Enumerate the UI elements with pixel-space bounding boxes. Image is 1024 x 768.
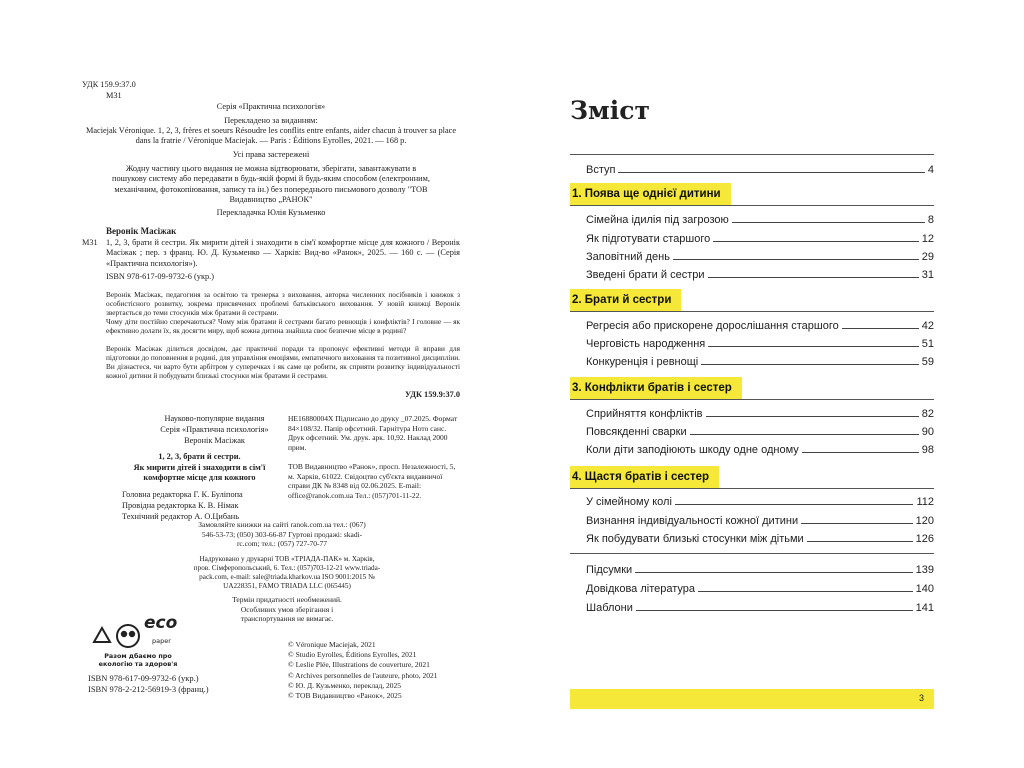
toc-page-number: 42 — [921, 320, 934, 332]
toc-entry[interactable] — [586, 352, 934, 368]
divider — [570, 553, 934, 554]
toc-page — [560, 68, 942, 718]
copyright-line: © Ю. Д. Кузьменко, переклад, 2025 — [288, 680, 402, 690]
toc-entry-intro[interactable] — [586, 160, 934, 176]
toc-page-number: 31 — [921, 269, 934, 281]
toc-entry-title: Сімейна ідилія під загрозою — [586, 214, 729, 226]
toc-entry-title: Як підготувати старшого — [586, 233, 711, 245]
divider — [570, 399, 934, 400]
copyright-line: © Studio Eyrolles, Éditions Eyrolles, 2021 — [288, 650, 417, 660]
toc-entry[interactable] — [586, 560, 934, 576]
page-number: 3 — [918, 693, 924, 703]
toc-entry-title: Коли діти заподіюють шкоду одне одному — [586, 444, 799, 456]
toc-entry-title: Конкуренція і ревнощі — [586, 356, 699, 368]
toc-entry-title: Регресія або прискорене дорослішання старшого — [586, 320, 839, 332]
toc-section-2[interactable]: 2. Брати й сестри — [570, 289, 681, 311]
footer-bar — [570, 689, 934, 709]
toc-section-3[interactable]: 3. Конфлікти братів і сестер — [570, 377, 742, 399]
copyright-list — [288, 640, 460, 701]
toc-page-number: 29 — [921, 251, 934, 263]
toc-entry-title: Шаблони — [586, 602, 633, 614]
toc-entry-title: Довідкова література — [586, 583, 696, 595]
toc-entry-title: Черговість народження — [586, 338, 706, 350]
toc-page-number: 98 — [921, 444, 934, 456]
copyright-line: © Archives personnelles de l'auteure, photo, 2021 — [288, 670, 438, 680]
divider — [570, 311, 934, 312]
annotation-2: Чому діти постійно сперечаються? Чому між братами й сестрами багато ревнощів і конфліктів? І головне — як ефективно долати їх, як досягти миру, щоб кожна дитина знайшла своє безпечне місце в родині? — [106, 317, 460, 335]
eco-label: eco — [144, 613, 178, 633]
toc-entry[interactable] — [586, 334, 934, 350]
leader-dots — [842, 328, 919, 329]
toc-entry[interactable] — [586, 404, 934, 420]
series-line: Серія «Практична психологія» — [216, 102, 326, 111]
toc-entry[interactable] — [586, 511, 934, 527]
translator: Перекладачка Юлія Кузьменко — [216, 208, 326, 217]
leader-dots — [698, 591, 913, 592]
isbn-line: ISBN 978-617-09-9732-6 (укр.) — [106, 272, 214, 281]
rights-text: Жодну частину цього видання не можна відтворювати, зберігати, завантажувати в пошукову систему або передавати в будь-якій формі й будь-яким способом (електронним, механічним, фотокопіювання, запису та ін.) без попереднього письмового дозволу "ТОВ Видавництво „РАНОК" — [112, 164, 430, 205]
toc-entry-title: Зведені брати й сестри — [586, 269, 705, 281]
toc-page-number: 51 — [921, 338, 934, 350]
bibliographic-entry: 1, 2, 3, брати й сестри. Як мирити дітей і знаходити в сім'ї комфортне місце для кожного / Веронік Масіжак ; пер. з франц. Ю. Д. Кузьменко — Харків: Вид-во «Ранок», 2025. — 160 с. — (Серія «Практична психологія»). — [106, 238, 460, 268]
leader-dots — [807, 541, 913, 542]
author-name-2: Веронік Масіжак — [184, 436, 245, 445]
toc-page-number: 82 — [921, 408, 934, 420]
eco-sub: paper — [152, 637, 171, 645]
divider — [570, 488, 934, 489]
copyright-line: © ТОВ Видавництво «Ранок», 2025 — [288, 691, 402, 701]
toc-entry[interactable] — [586, 229, 934, 245]
popular-edition: Науково-популярне видання — [164, 414, 265, 423]
toc-entry[interactable] — [586, 422, 934, 438]
leader-dots — [708, 277, 919, 278]
divider — [570, 154, 934, 155]
toc-entry-title: Заповітний день — [586, 251, 670, 263]
annotation-3: Веронік Масіжак ділиться досвідом, дає практичні поради та пропонує ефективні методи й вправи для підготовки до поповнення в родині, для управління емоціями, емпатичного виховання та позитивної дисципліни. Ви дізнаєтеся, чи варто бути арбітром у суперечках і як саме це робити, як сприяти розвитку індивідуальності кожної дитини й побудувати близькі стосунки між братами й сестрами. — [106, 344, 460, 380]
leader-dots — [618, 172, 924, 173]
printer-info: Надруковано у друкарні ТОВ «ТРІАДА-ПАК» м. Харків, пров. Сімферопольський, 6. Тел.: (057)703-12-21 www.triada-pack.com, e-mail: sale@triada.kharkov.ua ISO 9001:2015 № UA228351, FAMO TRIADA LLC (065445) — [193, 555, 381, 590]
leader-dots — [708, 346, 918, 347]
toc-page-number: 59 — [921, 356, 934, 368]
toc-entry-title: Сприйняття конфліктів — [586, 408, 703, 420]
udk-bottom: УДК 159.9:37.0 — [405, 390, 460, 399]
toc-entry-title: Визнання індивідуальності кожної дитини — [586, 515, 799, 527]
toc-entry-title: Підсумки — [586, 564, 633, 576]
author-name: Веронік Масіжак — [106, 226, 177, 236]
leader-dots — [706, 416, 919, 417]
toc-page-number: 4 — [927, 164, 934, 176]
isbn-ukr: ISBN 978-617-09-9732-6 (укр.) — [88, 673, 199, 683]
toc-page-number: 112 — [916, 496, 934, 508]
toc-page-number: 139 — [915, 564, 934, 576]
leader-dots — [801, 523, 913, 524]
toc-entry-title: Повсякденні сварки — [586, 426, 687, 438]
leader-dots — [636, 610, 913, 611]
tech-editor: Технічний редактор А. О.Цибань — [122, 512, 239, 521]
isbn-fr: ISBN 978-2-212-56919-3 (франц.) — [88, 684, 209, 694]
imprint-page — [82, 68, 460, 718]
toc-entry-title: Вступ — [586, 164, 616, 176]
eco-logo-group — [88, 613, 188, 668]
leader-dots — [732, 222, 925, 223]
annotation-1: Веронік Масіжак, педагогиня за освітою та тренерка з виховання, авторка численних посібників і книжок з особистісного розвитку, зокрема присвячених проблемі батьківського виховання. У новій книжці Веронік звертається до теми стосунків між братами й сестрами. — [106, 290, 460, 317]
toc-page-number: 140 — [915, 583, 934, 595]
copyright-line: © Leslie Plée, Illustrations de couverture, 2021 — [288, 660, 430, 670]
original-reference: Maciejak Véronique. 1, 2, 3, frères et soeurs Résoudre les conflits entre enfants, aider chacun à trouver sa place dans la fratrie / Véronique Maciejak. — Paris : Éditions Eyrolles, 2021. — 168 p. — [85, 126, 457, 146]
publisher-info: ТОВ Видавництво «Ранок», просп. Незалежності, 5, м. Харків, 61022. Свідоцтво суб'єкта видавничої справи ДК № 8348 від 02.06.2025. E-mail: office@ranok.com.ua Тел.: (057)701-11-22. — [288, 462, 456, 500]
lead-editor: Провідна редакторка К. В. Німак — [122, 501, 239, 510]
series-line-2: Серія «Практична психологія» — [160, 425, 269, 434]
toc-entry[interactable] — [586, 440, 934, 456]
shelf-life: Термін придатності необмежений. Особливих умов зберігання і транспортування не вимагає. — [232, 595, 342, 623]
leader-dots — [701, 364, 919, 365]
divider — [570, 205, 934, 206]
leader-dots — [675, 504, 914, 505]
bbk-code: М31 — [106, 91, 122, 100]
toc-entry[interactable] — [586, 492, 934, 508]
toc-entry[interactable] — [586, 265, 934, 281]
order-info: Замовляйте книжки на сайті ranok.com.ua тел.: (067) 546-53-73; (050) 303-66-87 Гуртові продажі: skadi-rc.com; тел.: (057) 727-70-77 — [198, 520, 366, 548]
eco-caption: Разом дбаємо про екологію та здоров'я — [98, 652, 178, 668]
toc-page-number: 8 — [927, 214, 934, 226]
leader-dots — [802, 452, 919, 453]
toc-entry-title: У сімейному колі — [586, 496, 672, 508]
toc-entry[interactable] — [586, 598, 934, 614]
leader-dots — [673, 259, 919, 260]
index-code: М31 — [82, 238, 98, 247]
book-subtitle: Як мирити дітей і знаходити в сім'ї комфортне місце для кожного — [133, 463, 266, 483]
toc-page-number: 141 — [915, 602, 934, 614]
udk-code: УДК 159.9:37.0 — [82, 80, 136, 89]
print-info: НЕ16880004Х Підписано до друку _07.2025. Формат 84×108/32. Папір офсетний. Гарнітура Ното санс. Друк офсетний. Ум. друк. арк. 10,92. Наклад 2000 прим. — [288, 414, 458, 452]
leader-dots — [635, 572, 912, 573]
leader-dots — [713, 241, 918, 242]
toc-entry[interactable] — [586, 316, 934, 332]
toc-page-number: 90 — [921, 426, 934, 438]
leader-dots — [690, 434, 919, 435]
translated-from: Перекладено за виданням: — [224, 116, 318, 125]
toc-entry[interactable] — [586, 579, 934, 595]
toc-entry-title: Як побудувати близькі стосунки між дітьми — [586, 533, 804, 545]
rights-heading: Усі права застережені — [232, 150, 310, 159]
toc-section-1[interactable]: 1. Поява ще однієї дитини — [570, 183, 731, 205]
toc-entry[interactable] — [586, 247, 934, 263]
toc-page-number: 120 — [915, 515, 934, 527]
toc-entry[interactable] — [586, 210, 934, 226]
toc-entry[interactable] — [586, 529, 934, 545]
toc-page-number: 126 — [915, 533, 934, 545]
book-title: 1, 2, 3, брати й сестри. — [158, 452, 241, 461]
toc-title: Зміст — [570, 96, 650, 125]
copyright-line: © Véronique Maciejak, 2021 — [288, 640, 376, 649]
toc-page-number: 12 — [921, 233, 934, 245]
chief-editor: Головна редакторка Г. К. Буліпопа — [122, 490, 243, 499]
toc-section-4[interactable]: 4. Щастя братів і сестер — [570, 466, 719, 488]
